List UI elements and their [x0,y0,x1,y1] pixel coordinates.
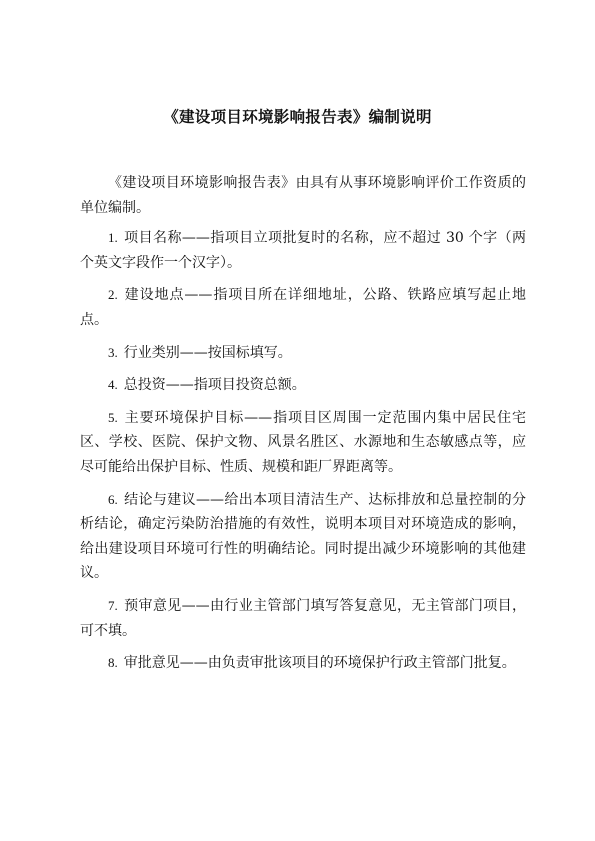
item-number: 4. [108,377,118,393]
item-number: 6. [108,491,118,507]
item-6 [80,488,526,586]
item-text: 总投资——指项目投资总额。 [123,377,306,394]
item-number: 7. [108,597,118,613]
item-text: 建设地点——指项目所在详细地址，公路、铁路应填写起止地点。 [80,287,526,328]
item-3 [80,341,526,366]
item-number: 2. [108,287,118,303]
item-text: 主要环境保护目标——指项目区周围一定范围内集中居民住宅区、学校、医院、保护文物、风景名胜区、水源地和生态敏感点等，应尽可能给出保护目标、性质、规模和距厂界距离等。 [80,409,526,475]
document-title: 《建设项目环境影响报告表》编制说明 [163,108,432,126]
item-text: 结论与建议——给出本项目清洁生产、达标排放和总量控制的分析结论，确定污染防治措施的有效性，说明本项目对环境造成的影响，给出建设项目环境可行性的明确结论。同时提出减少环境影响的其他建议。 [80,491,526,582]
item-text: 行业类别——按国标填写。 [123,344,292,361]
item-number: 5. [108,409,118,425]
item-number: 8. [108,655,118,671]
item-text: 审批意见——由负责审批该项目的环境保护行政主管部门批复。 [123,655,516,672]
document-body [80,171,526,684]
item-5 [80,406,526,480]
item-text: 项目名称——指项目立项批复时的名称，应不超过 30 个字（两个英文字段作一个汉字）。 [80,230,526,271]
item-number: 1. [108,230,118,246]
item-text: 预审意见——由行业主管部门填写答复意见，无主管部门项目，可不填。 [80,597,526,639]
item-number: 3. [108,344,118,360]
intro-paragraph: 《建设项目环境影响报告表》由具有从事环境影响评价工作资质的单位编制。 [80,175,526,216]
item-2 [80,283,526,332]
item-7 [80,594,526,643]
item-8 [80,651,526,676]
item-4 [80,373,526,398]
item-1 [80,226,526,275]
